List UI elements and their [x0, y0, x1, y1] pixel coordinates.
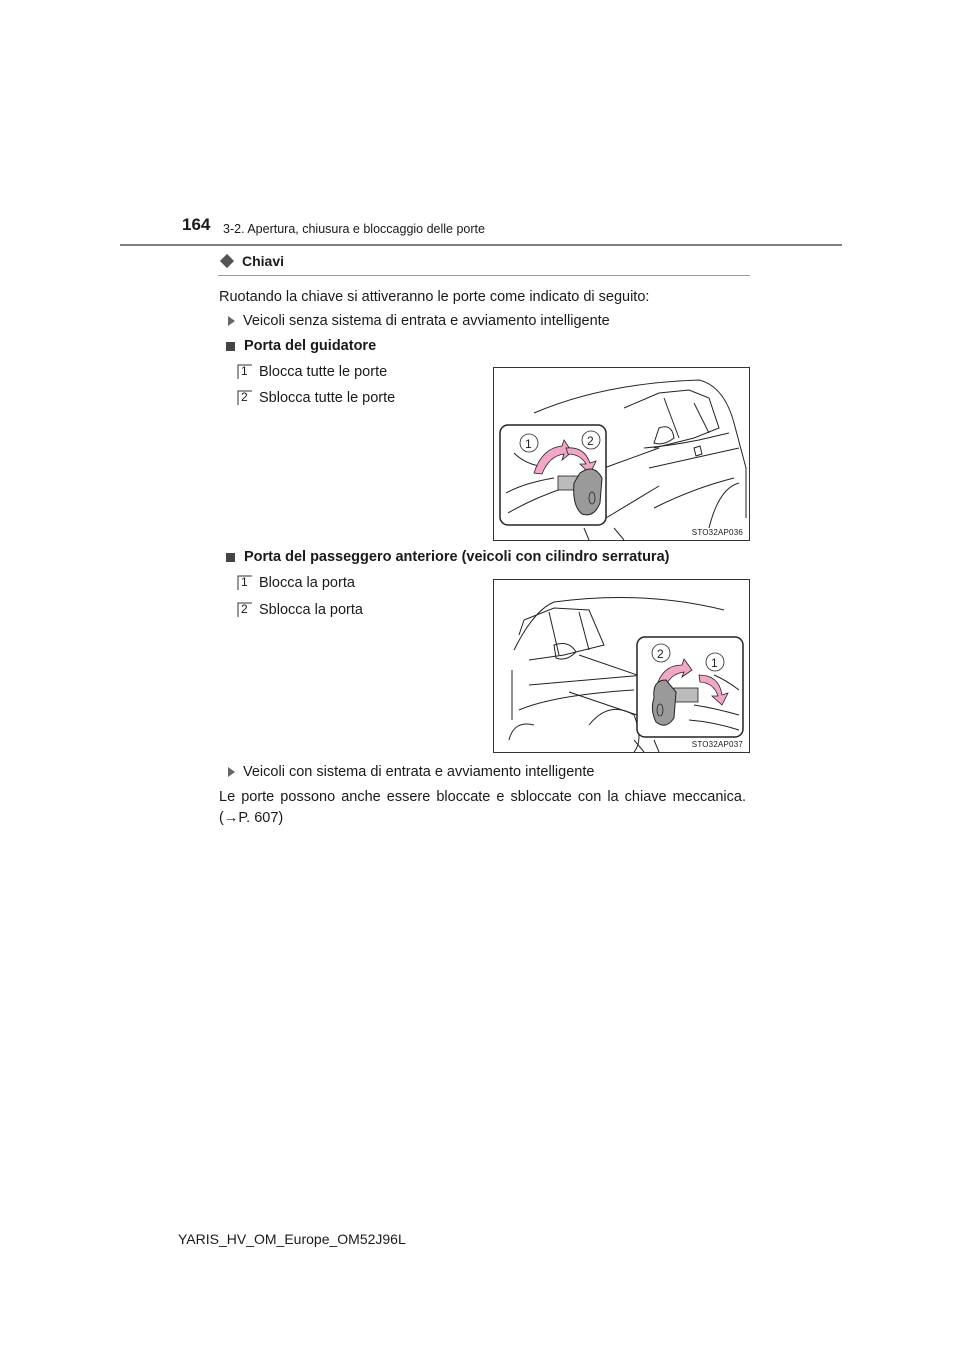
driver-item-2-text: Sblocca tutte le porte: [259, 390, 396, 406]
passenger-item-1: [237, 573, 355, 593]
passenger-door-illustration: [493, 579, 750, 753]
passenger-item-1-text: Blocca la porta: [259, 575, 355, 591]
section-title: 3-2. Apertura, chiusura e bloccaggio delle porte: [223, 222, 485, 236]
badge-number: 2: [241, 390, 248, 405]
figure-label: STO32AP037: [691, 740, 743, 749]
diamond-bullet-icon: [220, 254, 234, 268]
subheading-without-smart-entry: [228, 311, 610, 331]
driver-item-2: [237, 388, 395, 408]
driver-item-1-text: Blocca tutte le porte: [259, 364, 388, 380]
passenger-item-2: [237, 600, 363, 620]
badge-number: 1: [241, 575, 248, 590]
document-code: YARIS_HV_OM_Europe_OM52J96L: [178, 1231, 406, 1247]
car-driver-side-drawing: [494, 368, 749, 540]
passenger-door-title: [226, 547, 669, 567]
badge-number: 1: [241, 364, 248, 379]
number-2-icon: [237, 602, 253, 618]
square-bullet-icon: [226, 553, 235, 562]
section-heading: [218, 253, 284, 269]
passenger-item-2-text: Sblocca la porta: [259, 602, 363, 618]
driver-item-1: [237, 362, 387, 382]
figure-label: STO32AP036: [691, 528, 743, 537]
heading-text: Chiavi: [242, 253, 285, 269]
page-number: 164: [182, 215, 211, 234]
car-passenger-side-drawing: [494, 580, 749, 752]
triangle-bullet-icon: [228, 316, 235, 326]
badge-number: 2: [241, 602, 248, 617]
svg-text:1: 1: [525, 437, 532, 451]
square-bullet-icon: [226, 342, 235, 351]
triangle-bullet-icon: [228, 767, 235, 777]
driver-door-illustration: [493, 367, 750, 541]
heading-divider: [218, 275, 750, 276]
intro-text: Ruotando la chiave si attiveranno le porte come indicato di seguito:: [219, 289, 650, 305]
driver-door-title: [226, 336, 376, 356]
svg-text:2: 2: [587, 434, 594, 448]
subheading-text: Veicoli senza sistema di entrata e avviamento intelligente: [243, 313, 610, 329]
number-1-icon: [237, 364, 253, 380]
subheading-with-smart-entry: [228, 762, 594, 782]
header-divider: [120, 244, 842, 246]
mechanical-key-paragraph: Le porte possono anche essere bloccate e sbloccate con la chiave meccanica. (→P. 607): [219, 789, 746, 826]
number-1-icon: [237, 575, 253, 591]
number-2-icon: [237, 390, 253, 406]
svg-text:2: 2: [657, 647, 664, 661]
passenger-door-title-text: Porta del passeggero anteriore (veicoli con cilindro serratura): [244, 549, 670, 565]
subheading-text: Veicoli con sistema di entrata e avviamento intelligente: [243, 764, 595, 780]
driver-door-title-text: Porta del guidatore: [244, 338, 377, 354]
svg-text:1: 1: [711, 656, 718, 670]
